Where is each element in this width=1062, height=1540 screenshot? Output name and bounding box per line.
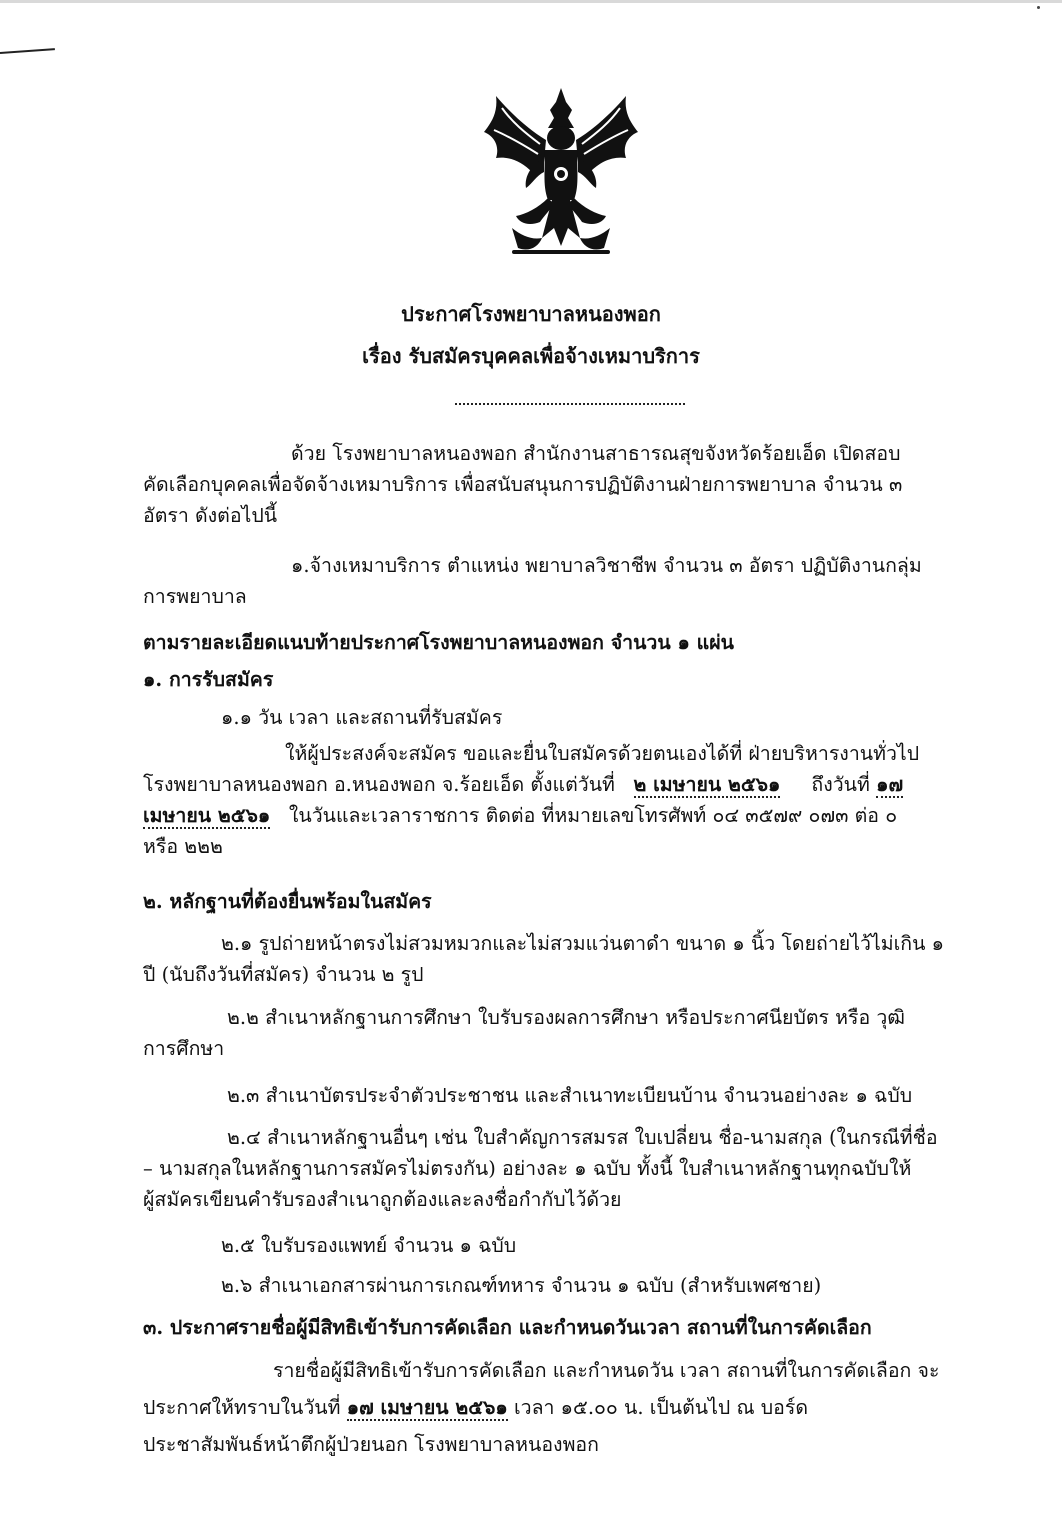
section3-body <box>143 1355 988 1460</box>
document-title: ประกาศโรงพยาบาลหนองพอก <box>401 302 661 326</box>
section2-item-2: ๒.๒ สำเนาหลักฐานการศึกษา ใบรับรองผลการศึกษา หรือประกาศนียบัตร หรือ วุฒิ การศึกษา <box>143 1006 905 1060</box>
intro-line-3: อัตรา ดังต่อไปนี้ <box>143 504 278 527</box>
section1-body <box>143 738 988 862</box>
position-line-1: ๑.จ้างเหมาบริการ ตำแหน่ง พยาบาลวิชาชีพ จำนวน ๓ อัตรา ปฏิบัติงานกลุ่ม <box>291 554 922 577</box>
scan-dust-dot <box>1037 6 1040 9</box>
section2-item-6: ๒.๖ สำเนาเอกสารผ่านการเกณฑ์ทหาร จำนวน ๑ ฉบับ (สำหรับเพศชาย) <box>221 1274 822 1297</box>
section1-line-2b: ถึงวันที่ <box>811 773 870 796</box>
application-start-date: ๒ เมษายน ๒๕๖๑ <box>633 773 781 796</box>
application-end-day: ๑๗ <box>876 773 904 796</box>
title-separator <box>455 393 685 405</box>
section1-line-4: หรือ ๒๒๒ <box>143 835 223 858</box>
document-subject: เรื่อง รับสมัครบุคคลเพื่อจ้างเหมาบริการ <box>362 344 700 368</box>
section3-line-2a: ประกาศให้ทราบในวันที่ <box>143 1396 341 1419</box>
intro-line-1: ด้วย โรงพยาบาลหนองพอก สำนักงานสาธารณสุขจังหวัดร้อยเอ็ด เปิดสอบ <box>291 442 901 465</box>
intro-paragraph <box>143 438 988 531</box>
section1-subheading: ๑.๑ วัน เวลา และสถานที่รับสมัคร <box>221 706 503 729</box>
section2-item-1: ๒.๑ รูปถ่ายหน้าตรงไม่สวมหมวกและไม่สวมแว่นตาดำ ขนาด ๑ นิ้ว โดยถ่ายไว้ไม่เกิน ๑ ปี (นับถึงวันที่สมัคร) จำนวน ๒ รูป <box>143 932 944 986</box>
section3-line-1: รายชื่อผู้มีสิทธิเข้ารับการคัดเลือก และกำหนดวัน เวลา สถานที่ในการคัดเลือก จะ <box>273 1359 940 1382</box>
section1-line-1: ให้ผู้ประสงค์จะสมัคร ขอและยื่นใบสมัครด้วยตนเองได้ที่ ฝ่ายบริหารงานทั่วไป <box>285 742 920 765</box>
section2-item-5: ๒.๕ ใบรับรองแพทย์ จำนวน ๑ ฉบับ <box>221 1234 517 1257</box>
announcement-date: ๑๗ เมษายน ๒๕๖๑ <box>346 1396 508 1419</box>
section3-line-2b: เวลา ๑๕.๐๐ น. เป็นต้นไป ณ บอร์ด <box>513 1396 809 1419</box>
section3-heading: ๓. ประกาศรายชื่อผู้มีสิทธิเข้ารับการคัดเลือก และกำหนดวันเวลา สถานที่ในการคัดเลือก <box>143 1316 872 1339</box>
scan-top-edge <box>0 0 1062 3</box>
application-end-month: เมษายน ๒๕๖๑ <box>143 804 271 827</box>
section1-heading: ๑. การรับสมัคร <box>143 668 274 691</box>
position-paragraph <box>143 550 988 612</box>
garuda-emblem-icon <box>482 88 640 258</box>
scan-pen-mark <box>0 48 55 54</box>
intro-line-2: คัดเลือกบุคคลเพื่อจัดจ้างเหมาบริการ เพื่อสนับสนุนการปฏิบัติงานฝ่ายการพยาบาล จำนวน ๓ <box>143 473 903 496</box>
attachment-note: ตามรายละเอียดแนบท้ายประกาศโรงพยาบาลหนองพอก จำนวน ๑ แผ่น <box>143 631 734 654</box>
section1-line-2a: โรงพยาบาลหนองพอก อ.หนองพอก จ.ร้อยเอ็ด ตั้งแต่วันที่ <box>143 773 615 796</box>
section1-line-3: ในวันและเวลาราชการ ติดต่อ ที่หมายเลขโทรศัพท์ ๐๔ ๓๕๗๙ ๐๗๓ ต่อ ๐ <box>288 804 898 827</box>
section3-line-3: ประชาสัมพันธ์หน้าตึกผู้ป่วยนอก โรงพยาบาลหนองพอก <box>143 1433 599 1456</box>
position-line-2: การพยาบาล <box>143 585 247 608</box>
section2-item-3: ๒.๓ สำเนาบัตรประจำตัวประชาชน และสำเนาทะเบียนบ้าน จำนวนอย่างละ ๑ ฉบับ <box>227 1084 913 1107</box>
section2-heading: ๒. หลักฐานที่ต้องยื่นพร้อมในสมัคร <box>143 890 432 913</box>
section2-item-4: ๒.๔ สำเนาหลักฐานอื่นๆ เช่น ใบสำคัญการสมรส ใบเปลี่ยน ชื่อ-นามสกุล (ในกรณีที่ชื่อ – นามสกุลในหลักฐานการสมัครไม่ตรงกัน) อย่างละ ๑ ฉบับ ทั้งนี้ ใบสำเนาหลักฐานทุกฉบับให้ ผู้สมัครเขียนคำรับรองสำเนาถูกต้องและลงชื่อกำกับไว้ด้วย <box>143 1126 938 1211</box>
